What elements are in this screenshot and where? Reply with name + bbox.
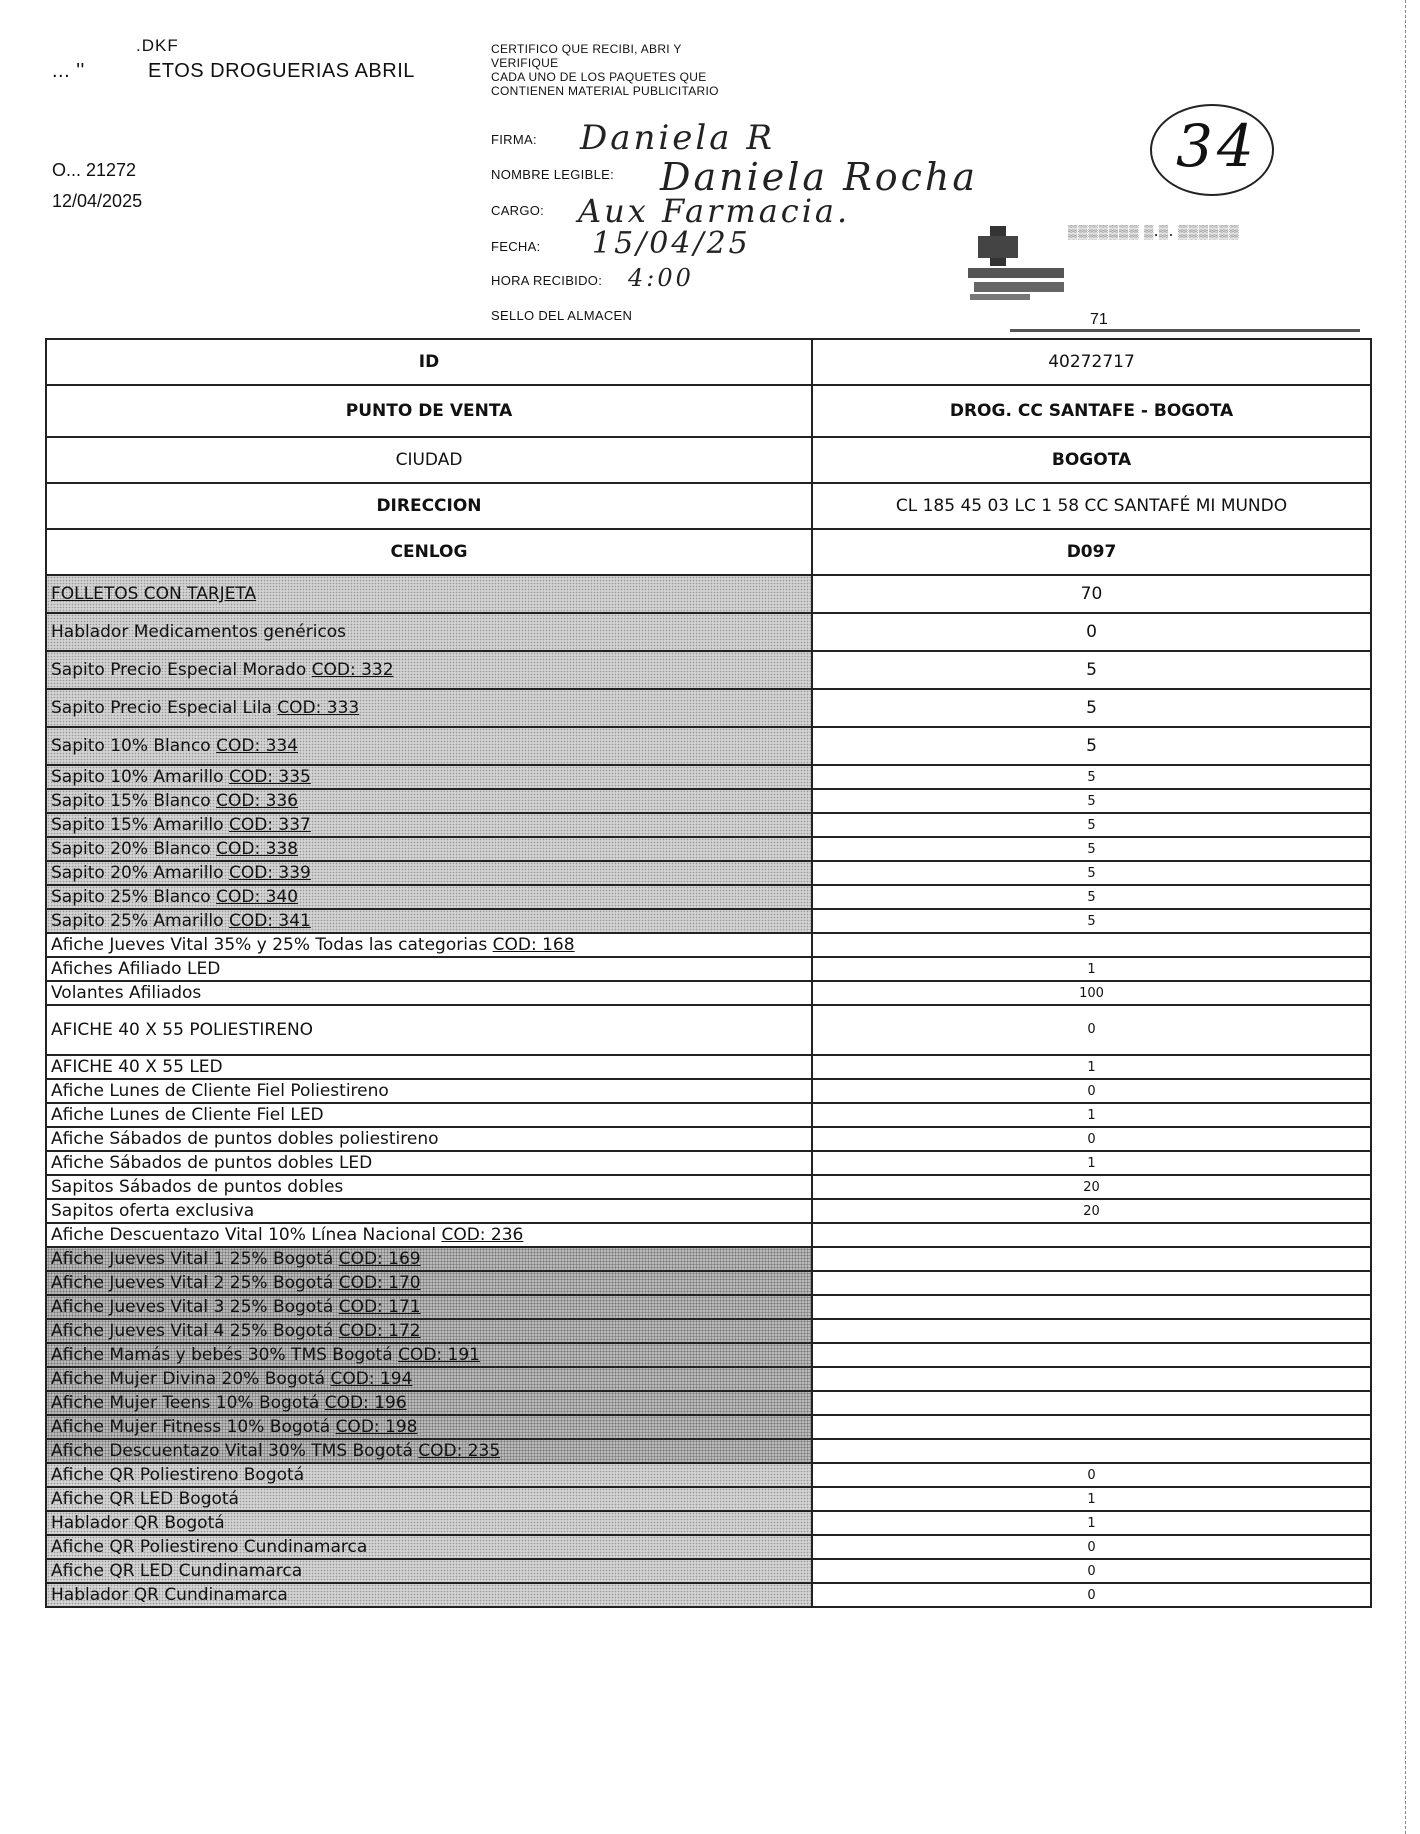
item-row (46, 1439, 1371, 1463)
item-quantity (812, 1271, 1371, 1295)
item-quantity (812, 1367, 1371, 1391)
handwritten-role: Aux Farmacia. (578, 192, 851, 230)
item-row (46, 1511, 1371, 1535)
item-row (46, 651, 1371, 689)
item-quantity: 5 (812, 727, 1371, 765)
item-name (46, 861, 812, 885)
item-row (46, 1559, 1371, 1583)
item-name: Afiche QR LED Bogotá (46, 1487, 812, 1511)
item-quantity (812, 1247, 1371, 1271)
item-quantity: 5 (812, 837, 1371, 861)
item-code: COD: 168 (492, 935, 575, 955)
info-value: 40272717 (812, 339, 1371, 385)
item-name: AFICHE 40 X 55 LED (46, 1055, 812, 1079)
item-name: Afiches Afiliado LED (46, 957, 812, 981)
info-row-cenlog (46, 529, 1371, 575)
item-name: Volantes Afiliados (46, 981, 812, 1005)
item-code: COD: 169 (338, 1249, 421, 1269)
item-name: Hablador Medicamentos genéricos (46, 613, 812, 651)
item-row (46, 575, 1371, 613)
item-quantity: 1 (812, 1151, 1371, 1175)
item-row (46, 1271, 1371, 1295)
item-name-text: Sapito 25% Blanco (51, 887, 217, 907)
item-row (46, 813, 1371, 837)
item-quantity: 0 (812, 1127, 1371, 1151)
item-row (46, 1079, 1371, 1103)
item-name (46, 1271, 812, 1295)
item-name (46, 813, 812, 837)
item-name-text: Sapito 10% Amarillo (51, 767, 229, 787)
item-quantity: 20 (812, 1199, 1371, 1223)
handwritten-name: Daniela Rocha (660, 155, 979, 199)
item-name-text: Sapito 15% Amarillo (51, 815, 229, 835)
item-code: COD: 338 (216, 839, 299, 859)
item-quantity: 5 (812, 765, 1371, 789)
item-name (46, 651, 812, 689)
item-name (46, 1223, 812, 1247)
cert-line-2: VERIFIQUE (491, 56, 559, 70)
item-row (46, 1391, 1371, 1415)
stamp-number: 71 (1090, 311, 1108, 328)
item-quantity: 0 (812, 1583, 1371, 1607)
cert-line-3: CADA UNO DE LOS PAQUETES QUE (491, 70, 707, 84)
item-name: Afiche Sábados de puntos dobles LED (46, 1151, 812, 1175)
item-row (46, 1367, 1371, 1391)
item-code: COD: 194 (330, 1369, 413, 1389)
header-line-2 (52, 60, 472, 90)
item-row (46, 1487, 1371, 1511)
item-quantity: 5 (812, 689, 1371, 727)
item-name-text: Afiche Jueves Vital 2 25% Bogotá (51, 1273, 339, 1293)
item-code: COD: 339 (228, 863, 311, 883)
item-row (46, 1151, 1371, 1175)
info-label: CENLOG (46, 529, 812, 575)
item-row (46, 789, 1371, 813)
circled-number-text: 34 (1176, 112, 1258, 180)
item-code: COD: 332 (311, 660, 394, 680)
item-row (46, 1103, 1371, 1127)
delivery-table (45, 338, 1372, 1608)
item-row (46, 861, 1371, 885)
item-name: Afiche QR LED Cundinamarca (46, 1559, 812, 1583)
item-name (46, 1319, 812, 1343)
item-name-text: Sapito 20% Blanco (51, 839, 217, 859)
item-name-text: Sapito Precio Especial Lila (51, 698, 278, 718)
item-name-text: Afiche Mujer Fitness 10% Bogotá (51, 1417, 336, 1437)
info-row-id (46, 339, 1371, 385)
certificate-text (491, 42, 821, 98)
item-name-text: Sapito 25% Amarillo (51, 911, 229, 931)
circled-number (1150, 104, 1274, 196)
item-quantity (812, 1439, 1371, 1463)
item-quantity: 1 (812, 1511, 1371, 1535)
item-row (46, 1223, 1371, 1247)
item-name-text: Afiche Jueves Vital 3 25% Bogotá (51, 1297, 339, 1317)
item-quantity: 20 (812, 1175, 1371, 1199)
item-name-text: Sapito 10% Blanco (51, 736, 217, 756)
item-row (46, 689, 1371, 727)
item-name-text: Afiche Jueves Vital 1 25% Bogotá (51, 1249, 339, 1269)
item-name-text: Afiche Descuentazo Vital 30% TMS Bogotá (51, 1441, 419, 1461)
item-code: COD: 340 (216, 887, 299, 907)
item-quantity: 5 (812, 651, 1371, 689)
item-row (46, 1343, 1371, 1367)
item-name (46, 1295, 812, 1319)
item-code: COD: 191 (398, 1345, 480, 1365)
item-name (46, 837, 812, 861)
item-code: COD: 198 (335, 1417, 418, 1437)
item-code: COD: 236 (441, 1225, 524, 1245)
order-number: O... 21272 (52, 160, 137, 180)
item-code: COD: 333 (277, 698, 360, 718)
item-name-text: Sapito Precio Especial Morado (51, 660, 312, 680)
item-quantity: 5 (812, 909, 1371, 933)
item-row (46, 837, 1371, 861)
item-quantity: 0 (812, 1005, 1371, 1055)
item-quantity: 0 (812, 1463, 1371, 1487)
item-row (46, 1005, 1371, 1055)
header-line-2-prefix: ... '' (52, 60, 85, 82)
item-name: AFICHE 40 X 55 POLIESTIRENO (46, 1005, 812, 1055)
item-name (46, 933, 812, 957)
item-quantity: 0 (812, 613, 1371, 651)
header-left (52, 36, 472, 212)
item-row (46, 1199, 1371, 1223)
item-name (46, 1439, 812, 1463)
item-row (46, 1535, 1371, 1559)
item-name (46, 765, 812, 789)
item-quantity: 5 (812, 813, 1371, 837)
item-name (46, 1247, 812, 1271)
item-row (46, 613, 1371, 651)
item-quantity: 100 (812, 981, 1371, 1005)
page-edge-divider (1405, 0, 1408, 1834)
item-row (46, 909, 1371, 933)
sello-label: SELLO DEL ALMACEN (491, 308, 633, 323)
info-label: CIUDAD (46, 437, 812, 483)
item-row (46, 885, 1371, 909)
item-quantity (812, 1343, 1371, 1367)
stamp-underline (1010, 329, 1360, 332)
cert-line-1: CERTIFICO QUE RECIBI, ABRI Y (491, 42, 682, 56)
nombre-label: NOMBRE LEGIBLE: (491, 167, 614, 182)
item-name (46, 789, 812, 813)
item-code: COD: 196 (324, 1393, 407, 1413)
hora-label: HORA RECIBIDO: (491, 273, 603, 288)
item-code: COD: 334 (216, 736, 299, 756)
item-quantity (812, 933, 1371, 957)
item-name (46, 1343, 812, 1367)
item-row (46, 1247, 1371, 1271)
item-name: Afiche Lunes de Cliente Fiel Poliestireno (46, 1079, 812, 1103)
item-code: COD: 172 (338, 1321, 421, 1341)
item-quantity: 1 (812, 1487, 1371, 1511)
item-name: Afiche QR Poliestireno Bogotá (46, 1463, 812, 1487)
item-code: COD: 341 (228, 911, 311, 931)
stamp-lettering: ▒▒▒▒▒▒▒ ▒.▒. ▒▒▒▒▒▒ (1068, 224, 1240, 239)
item-row (46, 1055, 1371, 1079)
item-name: Sapitos oferta exclusiva (46, 1199, 812, 1223)
item-name (46, 1391, 812, 1415)
item-name-text: Sapito 20% Amarillo (51, 863, 229, 883)
item-name: Hablador QR Bogotá (46, 1511, 812, 1535)
info-label: ID (46, 339, 812, 385)
item-code: COD: 335 (228, 767, 311, 787)
item-row (46, 981, 1371, 1005)
item-row (46, 1583, 1371, 1607)
item-row (46, 1295, 1371, 1319)
item-code: COD: 337 (228, 815, 311, 835)
info-label: DIRECCION (46, 483, 812, 529)
item-row (46, 765, 1371, 789)
item-quantity: 1 (812, 1055, 1371, 1079)
item-row (46, 1175, 1371, 1199)
item-row (46, 1463, 1371, 1487)
item-name-text: Afiche Mujer Divina 20% Bogotá (51, 1369, 331, 1389)
item-name: Afiche QR Poliestireno Cundinamarca (46, 1535, 812, 1559)
info-row-direccion (46, 483, 1371, 529)
item-name (46, 689, 812, 727)
order-date: 12/04/2025 (52, 191, 143, 211)
item-quantity: 5 (812, 885, 1371, 909)
item-name (46, 909, 812, 933)
item-quantity: 1 (812, 1103, 1371, 1127)
item-name: Afiche Sábados de puntos dobles poliestireno (46, 1127, 812, 1151)
item-row (46, 1127, 1371, 1151)
item-name-text: Afiche Jueves Vital 35% y 25% Todas las categorias (51, 935, 493, 955)
item-name-text: Afiche Descuentazo Vital 10% Línea Nacional (51, 1225, 442, 1245)
item-quantity: 5 (812, 789, 1371, 813)
item-quantity (812, 1391, 1371, 1415)
item-quantity (812, 1223, 1371, 1247)
delivery-table-body (46, 339, 1371, 1607)
item-code: COD: 336 (216, 791, 299, 811)
info-value: D097 (812, 529, 1371, 575)
info-row-ciudad (46, 437, 1371, 483)
item-name (46, 1415, 812, 1439)
item-code: COD: 235 (418, 1441, 501, 1461)
item-row (46, 1319, 1371, 1343)
item-name: Afiche Lunes de Cliente Fiel LED (46, 1103, 812, 1127)
info-row-punto-de-venta (46, 385, 1371, 437)
item-name (46, 727, 812, 765)
item-name (46, 885, 812, 909)
item-quantity: 0 (812, 1079, 1371, 1103)
item-quantity: 0 (812, 1559, 1371, 1583)
info-value: BOGOTA (812, 437, 1371, 483)
handwritten-time: 4:00 (628, 264, 694, 292)
item-code: COD: 171 (338, 1297, 421, 1317)
fecha-label: FECHA: (491, 239, 541, 254)
item-name-text: Afiche Mujer Teens 10% Bogotá (51, 1393, 325, 1413)
item-row (46, 727, 1371, 765)
item-name: FOLLETOS CON TARJETA (46, 575, 812, 613)
handwritten-date: 15/04/25 (592, 226, 751, 261)
item-code: COD: 170 (338, 1273, 421, 1293)
info-value: DROG. CC SANTAFE - BOGOTA (812, 385, 1371, 437)
info-label: PUNTO DE VENTA (46, 385, 812, 437)
item-name (46, 1367, 812, 1391)
item-name-text: Sapito 15% Blanco (51, 791, 217, 811)
item-quantity (812, 1319, 1371, 1343)
item-quantity (812, 1295, 1371, 1319)
item-quantity: 70 (812, 575, 1371, 613)
item-quantity (812, 1415, 1371, 1439)
item-name: Sapitos Sábados de puntos dobles (46, 1175, 812, 1199)
item-row (46, 957, 1371, 981)
item-quantity: 0 (812, 1535, 1371, 1559)
item-name: Hablador QR Cundinamarca (46, 1583, 812, 1607)
item-row (46, 1415, 1371, 1439)
info-value: CL 185 45 03 LC 1 58 CC SANTAFÉ MI MUNDO (812, 483, 1371, 529)
item-quantity: 5 (812, 861, 1371, 885)
item-name-text: Afiche Jueves Vital 4 25% Bogotá (51, 1321, 339, 1341)
header-company: ETOS DROGUERIAS ABRIL (148, 60, 415, 82)
firma-label: FIRMA: (491, 132, 537, 147)
cargo-label: CARGO: (491, 203, 545, 218)
item-name-text: Afiche Mamás y bebés 30% TMS Bogotá (51, 1345, 399, 1365)
item-quantity: 1 (812, 957, 1371, 981)
item-row (46, 933, 1371, 957)
store-stamp-icon (968, 222, 1078, 306)
header-line-1: .DKF (136, 36, 179, 55)
cert-line-4: CONTIENEN MATERIAL PUBLICITARIO (491, 84, 719, 98)
handwritten-signature: Daniela R (580, 118, 775, 158)
